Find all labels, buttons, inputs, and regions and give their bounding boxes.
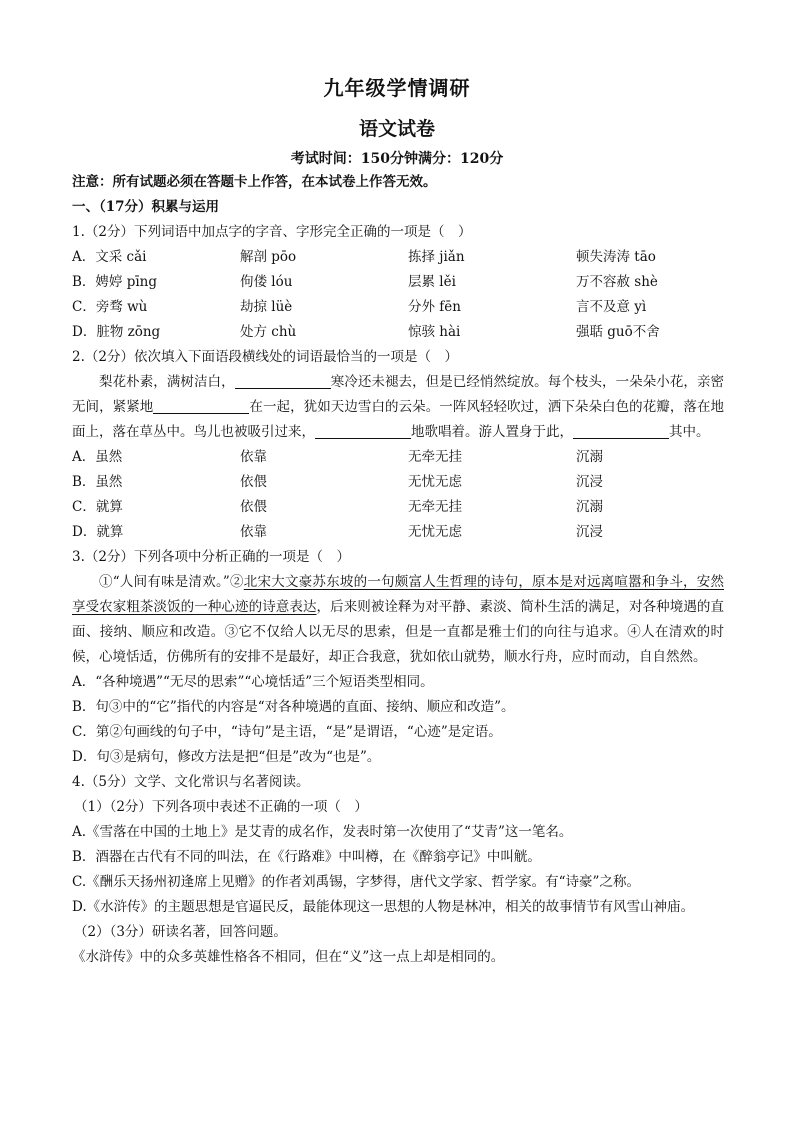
option-cell: 惊骇 hài <box>408 324 461 340</box>
option-cell: D．就算 <box>72 524 124 540</box>
option-cell: 无牵无挂 <box>408 499 462 515</box>
q1-option-a <box>72 245 724 270</box>
option-cell: 劫掠 lüè <box>240 299 293 315</box>
option-cell: 层累 lěi <box>408 274 456 290</box>
option-cell: 言不及意 yì <box>576 299 647 315</box>
option-cell: 强聒 guō不舍 <box>576 324 660 340</box>
option-cell: 沉浸 <box>576 474 603 490</box>
passage-text: ，后来则被诠释为对平静、素淡、简朴生活的满足，对各种境遇的直面、接纳、顺应和改造。③它不仅给人以无尽的思索，但是一直都是雅士们的向往与追求。④人在清欢的时候，心境恬适，仿佛所有的安排不是最好，却正合我意，犹如依山就势，顺水行舟，应时而动，自自然然。 <box>72 599 724 665</box>
section-heading: 一、（17分）积累与运用 <box>72 199 220 215</box>
passage-text: 亲密无间，紧紧地 <box>72 374 725 415</box>
option-cell: D．脏物 zōng <box>72 324 161 340</box>
passage-text: 其中。 <box>669 424 710 440</box>
passage-text: 寒冷还未褪去，但是已经悄然绽放。每个枝头，一朵朵小花， <box>330 374 697 390</box>
option-cell: 顿失涛涛 tāo <box>576 249 656 265</box>
q4-option-a: A.《雪落在中国的土地上》是艾青的成名作，发表时第一次使用了“艾青”这一笔名。 <box>72 824 573 840</box>
option-cell: C．就算 <box>72 499 123 515</box>
q2-option-a <box>72 445 724 470</box>
option-cell: 沉浸 <box>576 524 603 540</box>
option-cell: 依偎 <box>240 474 267 490</box>
option-cell: 依偎 <box>240 499 267 515</box>
option-cell: 拣择 jiǎn <box>408 249 465 265</box>
option-cell: A．虽然 <box>72 449 123 465</box>
option-cell: B．虽然 <box>72 474 123 490</box>
fill-blank-4 <box>573 422 669 439</box>
underlined-sentence: 安然享受农家粗茶淡饭的一种心迹的诗意表达 <box>72 574 725 615</box>
q4-option-c: C.《酬乐天扬州初逢席上见赠》的作者刘禹锡，字梦得，唐代文学家、哲学家。有“诗豪”之称。 <box>72 874 640 890</box>
option-cell: 无忧无虑 <box>408 474 462 490</box>
q2-option-b <box>72 470 724 495</box>
q1-option-d <box>72 320 724 345</box>
question-2-stem: 2.（2分）依次填入下面语段横线处的词语最恰当的一项是（ ） <box>72 349 458 365</box>
passage-text: 梨花朴素，满树洁白， <box>99 374 235 390</box>
q3-option-a: A．“各种境遇”“无尽的思索”“心境恬适”三个短语类型相同。 <box>72 674 434 690</box>
passage-text: 地歌唱着。游人置身于此， <box>411 424 573 440</box>
q1-option-b <box>72 270 724 295</box>
passage-text: 在一起，犹如天边雪白的云朵。一阵风轻轻吹过，洒下朵朵白色的花瓣， <box>249 399 684 415</box>
option-cell: 无牵无挂 <box>408 449 462 465</box>
option-cell: 处方 chù <box>240 324 297 340</box>
exam-info: 考试时间：150分钟满分：120分 <box>290 151 504 167</box>
exam-title: 九年级学情调研 <box>323 76 471 100</box>
q1-option-c <box>72 295 724 320</box>
exam-subtitle: 语文试卷 <box>358 118 435 140</box>
q4-last-line: 《水浒传》中的众多英雄性格各不相同，但在“义”这一点上却是相同的。 <box>72 949 505 965</box>
question-1-stem: 1.（2分）下列词语中加点字的字音、字形完全正确的一项是（ ） <box>72 224 472 240</box>
q2-option-c <box>72 495 724 520</box>
q4-option-d: D.《水浒传》的主题思想是官逼民反，最能体现这一思想的人物是林冲，相关的故事情节有风雪山神庙。 <box>72 899 695 915</box>
q4-sub-2: （2）（3分）研读名著，回答问题。 <box>74 924 287 940</box>
q4-sub-1: （1）（2分）下列各项中表述不正确的一项（ ） <box>74 799 368 815</box>
underlined-sentence: 北宋大文豪苏东坡的一句颇富人生哲理的诗句，原本是对远离喧嚣和争斗， <box>243 574 697 590</box>
q3-passage <box>72 570 724 670</box>
question-4-stem: 4.（5分）文学、文化常识与名著阅读。 <box>72 774 310 790</box>
option-cell: B．娉婷 pīng <box>72 274 158 290</box>
option-cell: 佝偻 lóu <box>240 274 293 290</box>
q2-option-d <box>72 520 724 545</box>
q4-option-b: B．酒器在古代有不同的叫法，在《行路难》中叫樽，在《醉翁亭记》中叫觥。 <box>72 849 541 865</box>
question-3-stem: 3.（2分）下列各项中分析正确的一项是（ ） <box>72 549 350 565</box>
option-cell: 分外 fēn <box>408 299 461 315</box>
q2-passage <box>72 370 724 445</box>
q3-option-d: D．句③是病句，修改方法是把“但是”改为“也是”。 <box>72 749 381 765</box>
notice: 注意：所有试题必须在答题卡上作答，在本试卷上作答无效。 <box>72 174 437 190</box>
q3-option-b: B．句③中的“它”指代的内容是“对各种境遇的直面、接纳、顺应和改造”。 <box>72 699 515 715</box>
passage-text: ①“人间有味是清欢。”② <box>99 574 244 590</box>
option-cell: 沉溺 <box>576 449 603 465</box>
option-cell: A．文采 cǎi <box>72 249 147 265</box>
option-cell: 沉溺 <box>576 499 603 515</box>
option-cell: 万不容赦 shè <box>576 274 658 290</box>
option-cell: 无忧无虑 <box>408 524 462 540</box>
passage-text: 落在地面上，落在草丛中。鸟儿也被吸引过来， <box>72 399 725 440</box>
option-cell: 解剖 pōo <box>240 249 297 265</box>
option-cell: 依靠 <box>240 449 267 465</box>
q3-option-c: C．第②句画线的句子中，“诗句”是主语，“是”是谓语，“心迹”是定语。 <box>72 724 502 740</box>
fill-blank-2 <box>153 397 249 414</box>
exam-content <box>72 170 724 970</box>
option-cell: C．旁骛 wù <box>72 299 148 315</box>
fill-blank-1 <box>235 372 331 389</box>
fill-blank-3 <box>315 422 411 439</box>
option-cell: 依靠 <box>240 524 267 540</box>
